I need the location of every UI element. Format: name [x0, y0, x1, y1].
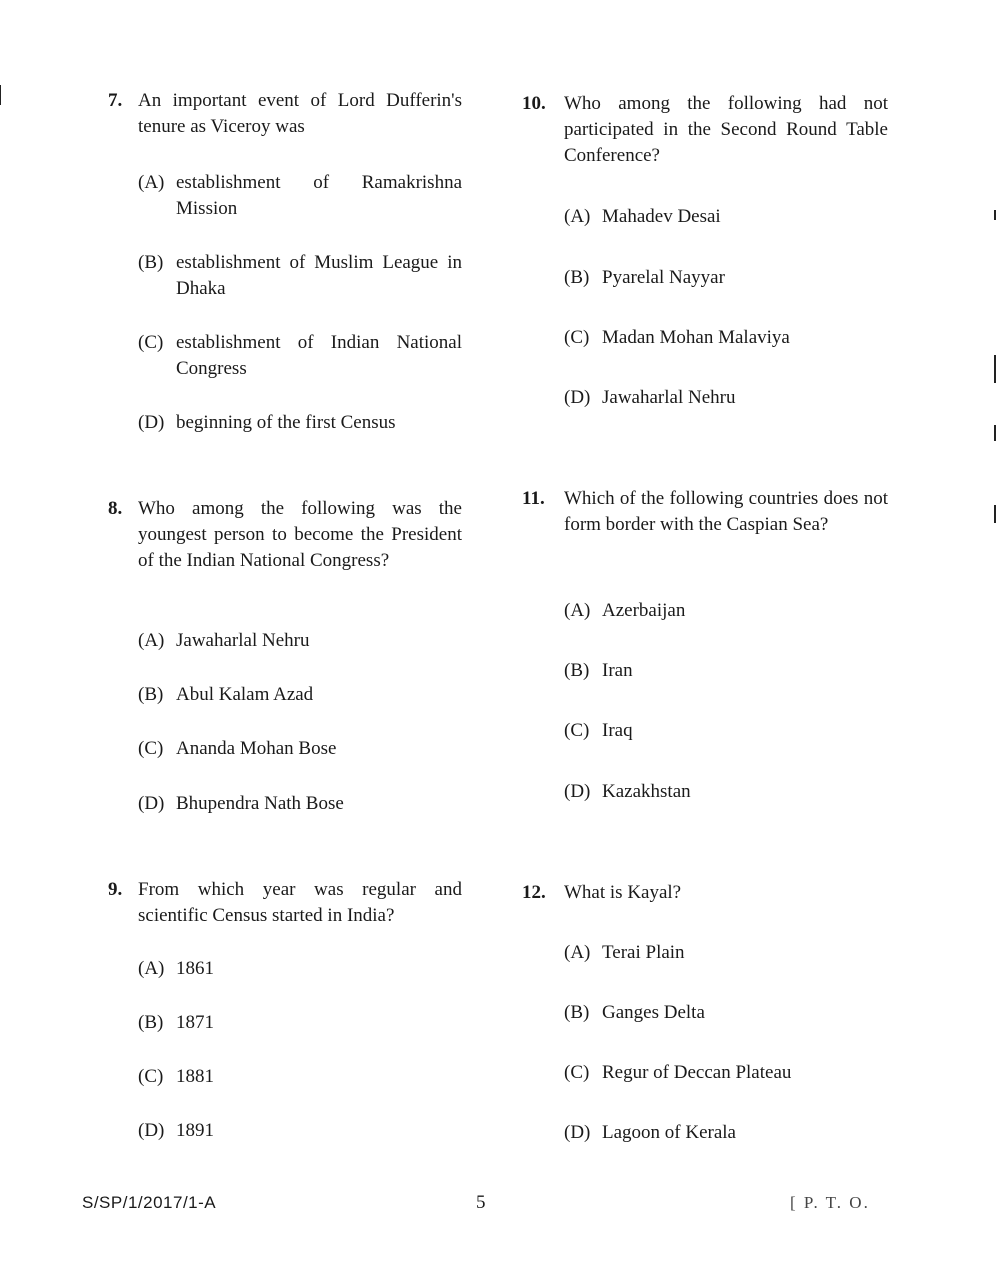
option-8b [138, 682, 462, 708]
option-text: Jawaharlal Nehru [602, 387, 736, 408]
option-11d [564, 779, 888, 805]
question-number: 10. [522, 93, 546, 114]
option-text: Mahadev Desai [602, 206, 721, 227]
option-label: (A) [564, 942, 591, 963]
option-text: establishment of Muslim League in Dhaka [176, 252, 462, 299]
option-text: 1871 [176, 1012, 214, 1033]
option-text: Jawaharlal Nehru [176, 630, 310, 651]
paper-code: S/SP/1/2017/1-A [82, 1193, 217, 1212]
option-label: (C) [564, 720, 590, 741]
option-8a [138, 628, 462, 654]
pto-marker: [ P. T. O. [790, 1193, 870, 1212]
option-text: Bhupendra Nath Bose [176, 793, 344, 814]
option-text: Kazakhstan [602, 781, 691, 802]
option-12a [564, 940, 888, 966]
option-text: 1881 [176, 1066, 214, 1087]
option-text: Iraq [602, 720, 633, 741]
option-text: establishment of Indian National Congress [176, 332, 462, 379]
option-text: Ganges Delta [602, 1002, 705, 1023]
scan-edge-mark [994, 210, 996, 220]
question-text: Which of the following countries does not form border with the Caspian Sea? [564, 488, 888, 535]
option-label: (B) [138, 1012, 164, 1033]
option-label: (B) [138, 684, 164, 705]
option-11c [564, 718, 888, 744]
option-text: Pyarelal Nayyar [602, 267, 725, 288]
option-text: Madan Mohan Malaviya [602, 327, 790, 348]
option-label: (D) [564, 1122, 591, 1143]
question-text: An important event of Lord Dufferin's tenure as Viceroy was [138, 90, 462, 137]
scan-edge-mark [994, 355, 996, 383]
scan-edge-mark [994, 505, 996, 523]
option-label: (A) [138, 172, 165, 193]
option-text: 1861 [176, 958, 214, 979]
option-7d [138, 410, 462, 436]
option-10a [564, 204, 888, 230]
option-10b [564, 265, 888, 291]
question-number: 12. [522, 882, 546, 903]
option-label: (B) [564, 267, 590, 288]
option-label: (D) [564, 387, 591, 408]
option-12d [564, 1120, 888, 1146]
option-label: (C) [564, 1062, 590, 1083]
question-number: 8. [108, 498, 123, 519]
option-10d [564, 385, 888, 411]
option-label: (B) [564, 660, 590, 681]
question-number: 7. [108, 90, 123, 111]
option-7b [138, 250, 462, 302]
option-label: (B) [564, 1002, 590, 1023]
option-label: (A) [138, 630, 165, 651]
question-text: Who among the following had not participated in the Second Round Table Conference? [564, 93, 888, 166]
scan-edge-mark [0, 85, 1, 105]
question-number: 9. [108, 879, 123, 900]
question-10 [522, 91, 888, 169]
option-11a [564, 598, 888, 624]
option-8c [138, 736, 462, 762]
option-text: Iran [602, 660, 633, 681]
option-12b [564, 1000, 888, 1026]
option-label: (B) [138, 252, 164, 273]
option-text: Terai Plain [602, 942, 685, 963]
question-text: From which year was regular and scientific Census started in India? [138, 879, 462, 926]
option-label: (D) [138, 412, 165, 433]
option-text: establishment of Ramakrishna Mission [176, 172, 462, 219]
option-text: Azerbaijan [602, 600, 686, 621]
option-7a [138, 170, 462, 222]
option-8d [138, 791, 462, 817]
option-label: (A) [564, 600, 591, 621]
question-11 [522, 486, 888, 538]
question-9 [108, 877, 462, 929]
question-7 [108, 88, 462, 140]
option-11b [564, 658, 888, 684]
option-label: (A) [138, 958, 165, 979]
option-label: (A) [564, 206, 591, 227]
question-12 [522, 880, 888, 906]
option-label: (C) [138, 1066, 164, 1087]
option-12c [564, 1060, 888, 1086]
option-text: Abul Kalam Azad [176, 684, 314, 705]
option-text: Regur of Deccan Plateau [602, 1062, 792, 1083]
option-text: 1891 [176, 1120, 214, 1141]
scan-edge-mark [994, 425, 996, 441]
option-10c [564, 325, 888, 351]
option-label: (C) [564, 327, 590, 348]
option-label: (D) [138, 1120, 165, 1141]
option-text: Lagoon of Kerala [602, 1122, 736, 1143]
option-label: (D) [564, 781, 591, 802]
question-8 [108, 496, 462, 574]
option-9b [138, 1010, 462, 1036]
option-text: Ananda Mohan Bose [176, 738, 337, 759]
option-9a [138, 956, 462, 982]
option-label: (D) [138, 793, 165, 814]
option-label: (C) [138, 332, 164, 353]
question-text: What is Kayal? [564, 882, 682, 903]
option-label: (C) [138, 738, 164, 759]
page-number: 5 [476, 1192, 486, 1213]
option-9d [138, 1118, 462, 1144]
option-7c [138, 330, 462, 382]
question-number: 11. [522, 488, 545, 509]
option-9c [138, 1064, 462, 1090]
option-text: beginning of the first Census [176, 412, 396, 433]
question-text: Who among the following was the youngest person to become the President of the Indian National Congress? [138, 498, 462, 571]
